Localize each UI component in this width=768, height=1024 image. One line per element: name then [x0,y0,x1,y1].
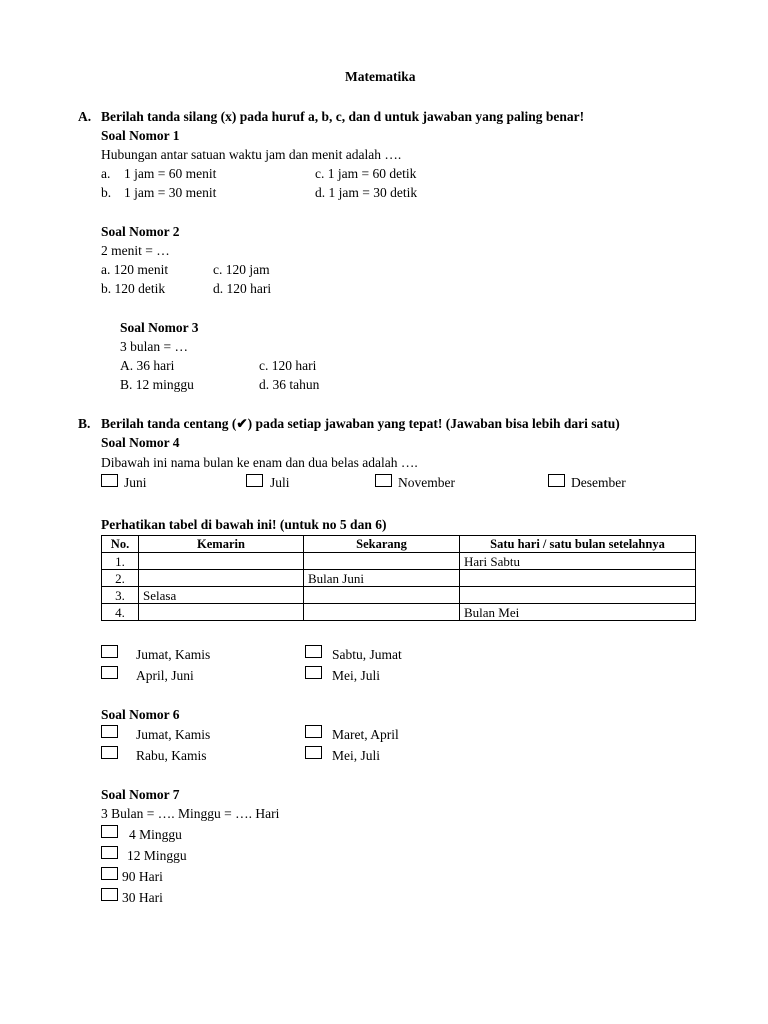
q5-checkbox-4[interactable] [305,666,322,679]
q1-option-b-key: b. [101,185,112,200]
q4-option-1: Juni [124,475,147,490]
q6-option-2: Rabu, Kamis [136,748,207,763]
q2-option-d: d. 120 hari [213,281,272,296]
q5-option-4: Mei, Juli [332,668,381,683]
q6-option-4: Mei, Juli [332,748,381,763]
q6-checkbox-1[interactable] [101,725,118,738]
q4-option-3: November [398,475,455,490]
q3-label: Soal Nomor 3 [120,320,199,335]
q6-option-1: Jumat, Kamis [136,727,211,742]
table-row [102,570,696,587]
q3-option-d: d. 36 tahun [259,377,320,392]
q4-checkbox-1[interactable] [101,474,118,487]
q4-option-4: Desember [571,475,626,490]
q2-question: 2 menit = … [101,243,170,258]
q5-option-1: Jumat, Kamis [136,647,211,662]
section-a-instruction: Berilah tanda silang (x) pada huruf a, b, c, dan d untuk jawaban yang paling benar! [101,109,585,124]
q2-option-c: c. 120 jam [213,262,270,277]
q7-option-3: 90 Hari [122,869,163,884]
q3-option-c: c. 120 hari [259,358,317,373]
q2-label: Soal Nomor 2 [101,224,180,239]
table-cell [460,587,696,604]
section-b-instruction: Berilah tanda centang (✔) pada setiap jawaban yang tepat! (Jawaban bisa lebih dari satu) [101,416,620,431]
q3-question: 3 bulan = … [120,339,188,354]
table-cell [139,604,304,621]
q7-option-4: 30 Hari [122,890,163,905]
q1-option-c: c. 1 jam = 60 detik [315,166,417,181]
table-cell: 3. [102,587,139,604]
table-cell: 4. [102,604,139,621]
q4-option-2: Juli [270,475,290,490]
table-cell [304,587,460,604]
q1-option-b: 1 jam = 30 menit [124,185,217,200]
q7-checkbox-4[interactable] [101,888,118,901]
table-header-kemarin: Kemarin [139,536,304,553]
q3-option-a: A. 36 hari [120,358,175,373]
table-row [102,604,696,621]
q7-checkbox-3[interactable] [101,867,118,880]
q5-option-2: April, Juni [136,668,194,683]
q4-label: Soal Nomor 4 [101,435,180,450]
table-cell: Bulan Juni [304,570,460,587]
q2-option-a: a. 120 menit [101,262,169,277]
q6-checkbox-4[interactable] [305,746,322,759]
q7-checkbox-2[interactable] [101,846,118,859]
table-cell [304,604,460,621]
q1-label: Soal Nomor 1 [101,128,180,143]
q4-checkbox-3[interactable] [375,474,392,487]
q2-option-b: b. 120 detik [101,281,166,296]
q7-label: Soal Nomor 7 [101,787,180,802]
section-a-letter: A. [78,109,92,124]
q5-checkbox-3[interactable] [305,645,322,658]
q5-checkbox-2[interactable] [101,666,118,679]
q3-option-b: B. 12 minggu [120,377,194,392]
q6-checkbox-3[interactable] [305,725,322,738]
q7-option-2: 12 Minggu [127,848,187,863]
q4-checkbox-4[interactable] [548,474,565,487]
table-note: Perhatikan tabel di bawah ini! (untuk no 5 dan 6) [101,517,387,532]
q4-checkbox-2[interactable] [246,474,263,487]
section-b-letter: B. [78,416,91,431]
table-cell: Hari Sabtu [460,553,696,570]
q1-option-d: d. 1 jam = 30 detik [315,185,418,200]
q4-question: Dibawah ini nama bulan ke enam dan dua belas adalah …. [101,455,418,470]
q7-checkbox-1[interactable] [101,825,118,838]
table-header-setelahnya: Satu hari / satu bulan setelahnya [460,536,696,553]
q1-option-a-key: a. [101,166,111,181]
table-header-row [102,536,696,553]
q6-checkbox-2[interactable] [101,746,118,759]
table-row [102,553,696,570]
q7-question: 3 Bulan = …. Minggu = …. Hari [101,806,280,821]
page-title: Matematika [345,69,416,84]
table-cell: Bulan Mei [460,604,696,621]
table-cell [460,570,696,587]
days-months-table [101,535,696,621]
table-header-sekarang: Sekarang [304,536,460,553]
table-header-no: No. [102,536,139,553]
q1-question: Hubungan antar satuan waktu jam dan menit adalah …. [101,147,402,162]
q7-option-1: 4 Minggu [129,827,182,842]
table-cell [139,570,304,587]
table-row [102,587,696,604]
q6-label: Soal Nomor 6 [101,707,180,722]
q1-option-a: 1 jam = 60 menit [124,166,217,181]
table-cell: 1. [102,553,139,570]
table-cell [139,553,304,570]
q6-option-3: Maret, April [332,727,399,742]
table-cell: Selasa [139,587,304,604]
table-cell [304,553,460,570]
q5-option-3: Sabtu, Jumat [332,647,402,662]
q5-checkbox-1[interactable] [101,645,118,658]
table-cell: 2. [102,570,139,587]
